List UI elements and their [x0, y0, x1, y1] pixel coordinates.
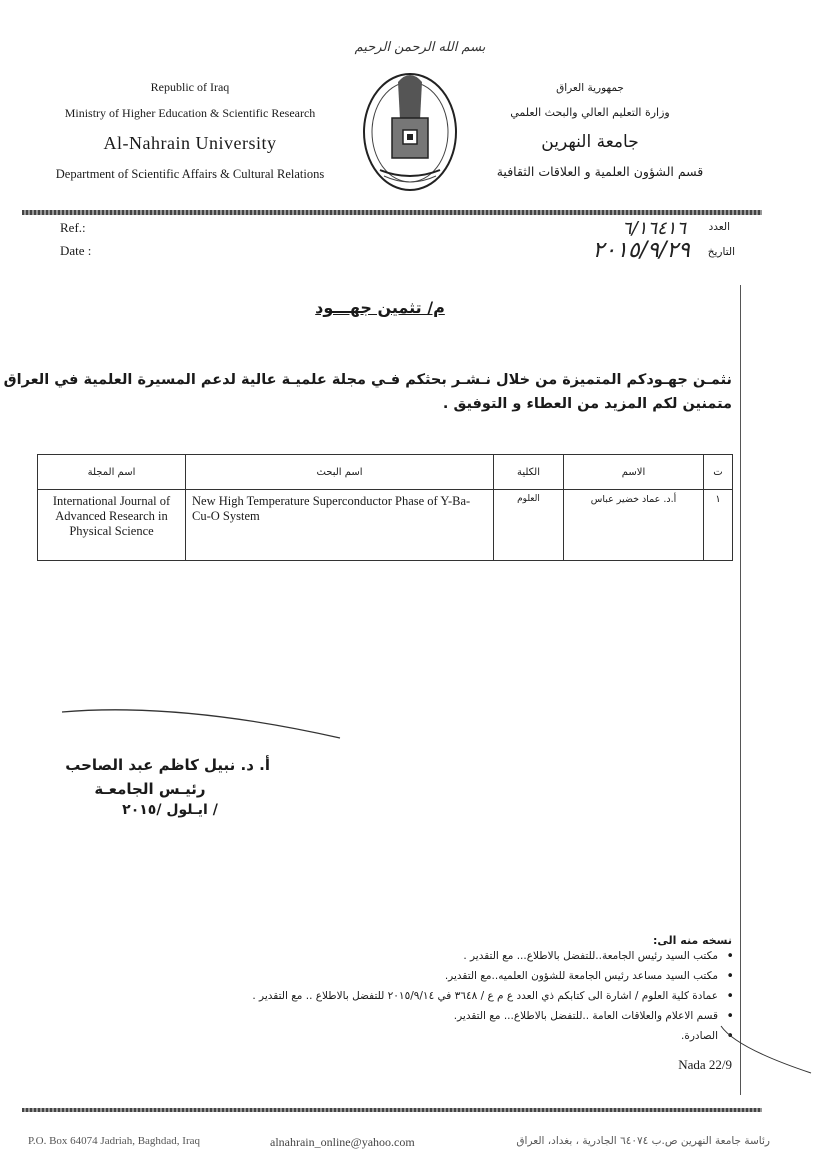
- ref-label: Ref.:: [60, 220, 86, 235]
- header-journal: اسم المجلة: [38, 455, 186, 490]
- header-university-en: Al-Nahrain University: [103, 133, 277, 153]
- header-college: الكلية: [494, 455, 564, 490]
- ar-date-value: ٢٠١٥/٩/٢٩: [592, 238, 690, 263]
- copies-list: [234, 950, 734, 1050]
- header-name: الاسم: [564, 455, 704, 490]
- list-item: • قسم الاعلام والعلاقات العامة ..للتفضل بالاطلاع... مع التقدير.: [234, 1010, 734, 1022]
- cell-journal: International Journal of Advanced Research in Physical Science: [38, 490, 186, 561]
- list-item: • عمادة كلية العلوم / اشارة الى كتابكم ذي العدد ع م ع / ٣٦٤٨ في ٢٠١٥/٩/١٤ للتفضل بالاطلاع .. مع التقدير .: [234, 990, 734, 1002]
- publication-table: [37, 454, 733, 561]
- header-divider: [22, 210, 762, 215]
- header-university-ar: جامعة النهرين: [541, 132, 639, 152]
- cell-college: العلوم: [494, 490, 564, 561]
- university-seal-icon: [350, 60, 470, 200]
- subject-heading: م/ تثمين جهـــود: [315, 298, 445, 317]
- typist-initials: Nada 22/9: [678, 1057, 732, 1072]
- ar-number-label: العدد: [708, 221, 730, 233]
- footer-address-en: P.O. Box 64074 Jadriah, Baghdad, Iraq: [28, 1135, 201, 1147]
- footer-divider: [22, 1108, 762, 1112]
- list-item: • مكتب السيد مساعد رئيس الجامعة للشؤون العلميه..مع التقدير.: [234, 970, 734, 982]
- body-line-1: نثمـن جهـودكم المتميزة من خلال نـشـر بحثكم فـي مجلة علميـة عالية لدعم المسيرة العلمية في العراق: [3, 372, 732, 388]
- list-item: • مكتب السيد رئيس الجامعة..للتفضل بالاطلاع... مع التقدير .: [234, 950, 734, 962]
- margin-line: [740, 285, 741, 1095]
- signatory-title: رئيـس الجامعـة: [94, 780, 206, 798]
- signatory-name: أ. د. نبيل كاظم عبد الصاحب: [65, 756, 270, 774]
- handwritten-mark-icon: [716, 1018, 816, 1078]
- signature-stroke-icon: [60, 700, 350, 750]
- university-logo: [350, 60, 470, 200]
- ar-date-label: التاريخ: [707, 246, 735, 258]
- list-item: • الصادرة.: [234, 1030, 734, 1042]
- header-research: اسم البحث: [186, 455, 494, 490]
- basmala: بسم الله الرحمن الرحيم: [354, 40, 486, 55]
- ar-number-value: ٦/١٦٤١٦: [621, 218, 686, 239]
- header-department-en: Department of Scientific Affairs & Cultural Relations: [55, 167, 325, 181]
- table-row: [38, 490, 733, 561]
- table-header-row: [38, 455, 733, 490]
- copies-heading: نسخه منه الى:: [653, 934, 732, 947]
- date-label: Date :: [60, 243, 92, 258]
- cell-num: ١: [704, 490, 733, 561]
- body-line-2: متمنين لكم المزيد من العطاء و التوفيق .: [442, 396, 732, 412]
- header-num: ت: [704, 455, 733, 490]
- header-ministry-ar: وزارة التعليم العالي والبحث العلمي: [510, 106, 670, 119]
- cell-name: أ.د. عماد خضير عباس: [564, 490, 704, 561]
- footer-email: alnahrain_online@yahoo.com: [270, 1135, 415, 1149]
- header-country-ar: جمهورية العراق: [556, 82, 624, 94]
- footer-address-ar: رئاسة جامعة النهرين ص.ب ٦٤٠٧٤ الجادرية ، بغداد، العراق: [516, 1135, 770, 1147]
- cell-research: New High Temperature Superconductor Phase of Y-Ba-Cu-O System: [186, 490, 494, 561]
- signature-date: / ايـلول /٢٠١٥: [122, 802, 218, 818]
- header-ministry-en: Ministry of Higher Education & Scientific Research: [64, 106, 316, 120]
- header-department-ar: قسم الشؤون العلمية و العلاقات الثقافية: [496, 164, 704, 179]
- header-country-en: Republic of Iraq: [150, 80, 230, 94]
